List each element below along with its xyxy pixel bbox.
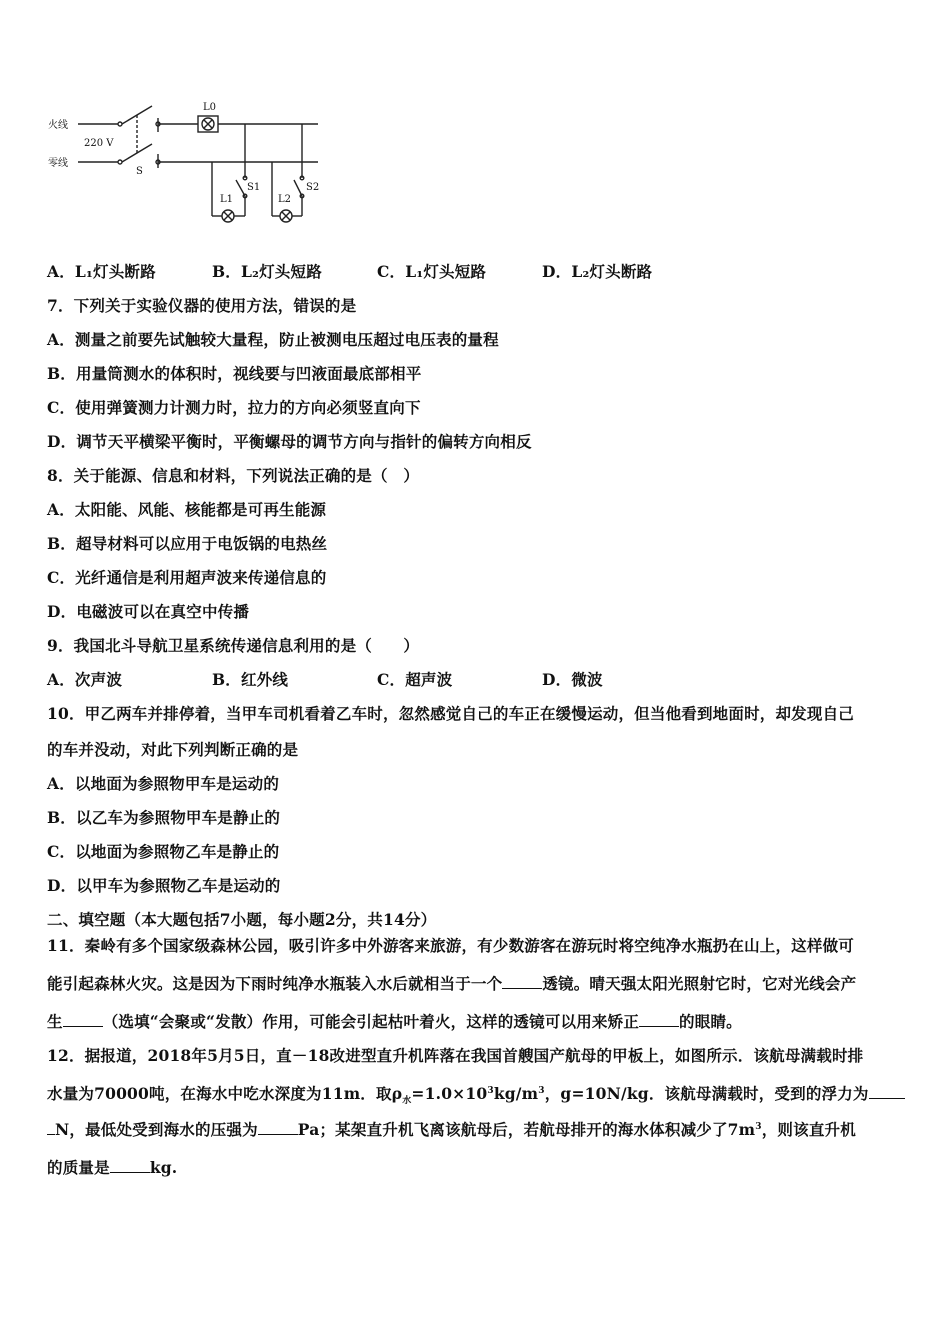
q12-sup: 3 bbox=[538, 1085, 545, 1096]
terminal bbox=[118, 160, 122, 164]
q11-text: 透镜。晴天强太阳光照射它时，它对光线会产 bbox=[542, 974, 857, 993]
section-title: 二、填空题（本大题包括7小题，每小题2分，共14分） bbox=[47, 910, 437, 929]
q12-line3 bbox=[47, 1118, 856, 1140]
q9-option-b: B．红外线 bbox=[212, 670, 289, 689]
label-voltage: 220 V bbox=[84, 138, 114, 149]
terminal bbox=[118, 122, 122, 126]
q12-sup: 3 bbox=[487, 1085, 494, 1096]
q6-option-a: A．L₁灯头断路 bbox=[47, 262, 156, 281]
q8-option-a: A．太阳能、风能、核能都是可再生能源 bbox=[47, 500, 327, 519]
q12-text: =1.0×10 bbox=[411, 1084, 488, 1103]
label-switch: S bbox=[136, 166, 143, 177]
q12-line4 bbox=[47, 1156, 177, 1178]
q7-option-c: C．使用弹簧测力计测力时，拉力的方向必须竖直向下 bbox=[47, 398, 421, 417]
q12-text: ，则该直升机 bbox=[761, 1120, 856, 1139]
q8-stem: 8．关于能源、信息和材料，下列说法正确的是（ ） bbox=[47, 466, 420, 485]
q12-line1: 12．据报道，2018年5月5日，直－18改进型直升机阵落在我国首艘国产航母的甲板上，如图所示．该航母满载时排 bbox=[47, 1046, 864, 1065]
label-l2: L2 bbox=[278, 194, 292, 205]
q12-blank-1-cont[interactable] bbox=[47, 1120, 55, 1135]
q12-sub: 水 bbox=[402, 1096, 412, 1107]
q10-stem-line1: 10．甲乙两车并排停着，当甲车司机看着乙车时，忽然感觉自己的车正在缓慢运动，但当他看到地面时，却发现自己 bbox=[47, 704, 854, 723]
q11-text: 能引起森林火灾。这是因为下雨时纯净水瓶装入水后就相当于一个 bbox=[47, 974, 503, 993]
q11-text: 生 bbox=[47, 1012, 63, 1031]
q11-line3 bbox=[47, 1010, 742, 1032]
q8-option-d: D．电磁波可以在真空中传播 bbox=[47, 602, 250, 621]
label-live: 火线 bbox=[48, 120, 68, 131]
label-l1: L1 bbox=[220, 194, 234, 205]
q12-blank-2[interactable] bbox=[258, 1120, 298, 1135]
q12-line2 bbox=[47, 1082, 905, 1106]
q12-text: Pa；某架直升机飞离该航母后，若航母排开的海水体积减少了7m bbox=[297, 1120, 756, 1139]
label-l0: L0 bbox=[203, 102, 217, 113]
q10-option-d: D．以甲车为参照物乙车是运动的 bbox=[47, 876, 281, 895]
q12-text: kg/m bbox=[493, 1084, 539, 1103]
q8-option-b: B．超导材料可以应用于电饭锅的电热丝 bbox=[47, 534, 328, 553]
q10-option-b: B．以乙车为参照物甲车是静止的 bbox=[47, 808, 281, 827]
q11-blank-1[interactable] bbox=[502, 974, 542, 989]
q7-option-b: B．用量筒测水的体积时，视线要与凹液面最底部相平 bbox=[47, 364, 422, 383]
q10-option-c: C．以地面为参照物乙车是静止的 bbox=[47, 842, 280, 861]
s1-switch-blade bbox=[236, 180, 245, 196]
q12-text: 的质量是 bbox=[47, 1158, 110, 1177]
q12-text: 水量为70000吨，在海水中吃水深度为11m．取ρ bbox=[47, 1084, 403, 1103]
q8-option-c: C．光纤通信是利用超声波来传递信息的 bbox=[47, 568, 327, 587]
q6-option-b: B．L₂灯头短路 bbox=[212, 262, 322, 281]
q12-text: kg. bbox=[149, 1158, 178, 1177]
q9-options bbox=[47, 668, 603, 690]
q6-option-d: D．L₂灯头断路 bbox=[542, 262, 653, 281]
q12-text: N，最低处受到海水的压强为 bbox=[55, 1120, 258, 1139]
q9-option-d: D．微波 bbox=[542, 670, 603, 689]
q11-text: 的眼睛。 bbox=[679, 1012, 742, 1031]
q10-stem-line2: 的车并没动，对此下列判断正确的是 bbox=[47, 740, 299, 759]
s2-switch-blade bbox=[294, 180, 302, 196]
q9-option-c: C．超声波 bbox=[377, 670, 453, 689]
label-s1: S1 bbox=[247, 182, 261, 193]
q6-options bbox=[47, 260, 652, 282]
q12-sup: 3 bbox=[755, 1121, 762, 1132]
q9-option-a: A．次声波 bbox=[47, 670, 123, 689]
label-s2: S2 bbox=[306, 182, 320, 193]
q11-blank-3[interactable] bbox=[639, 1012, 679, 1027]
q12-blank-1[interactable] bbox=[869, 1084, 905, 1099]
q12-blank-3[interactable] bbox=[110, 1158, 150, 1173]
q10-option-a: A．以地面为参照物甲车是运动的 bbox=[47, 774, 280, 793]
q7-option-a: A．测量之前要先试触较大量程，防止被测电压超过电压表的量程 bbox=[47, 330, 499, 349]
q11-text: （选填“会聚或“发散）作用，可能会引起枯叶着火，这样的透镜可以用来矫正 bbox=[102, 1012, 640, 1031]
circuit-diagram bbox=[40, 90, 340, 235]
q12-text: ，g=10N/kg．该航母满载时，受到的浮力为 bbox=[544, 1084, 869, 1103]
q7-stem: 7．下列关于实验仪器的使用方法，错误的是 bbox=[47, 296, 357, 315]
q11-blank-2[interactable] bbox=[63, 1012, 103, 1027]
q9-stem: 9．我国北斗导航卫星系统传递信息利用的是（ ） bbox=[47, 636, 420, 655]
q11-line2 bbox=[47, 972, 856, 994]
q7-option-d: D．调节天平横梁平衡时，平衡螺母的调节方向与指针的偏转方向相反 bbox=[47, 432, 532, 451]
q11-line1: 11．秦岭有多个国家级森林公园，吸引许多中外游客来旅游，有少数游客在游玩时将空纯净水瓶扔在山上，这样做可 bbox=[47, 936, 854, 955]
q6-option-c: C．L₁灯头短路 bbox=[377, 262, 487, 281]
label-neutral: 零线 bbox=[48, 158, 68, 169]
